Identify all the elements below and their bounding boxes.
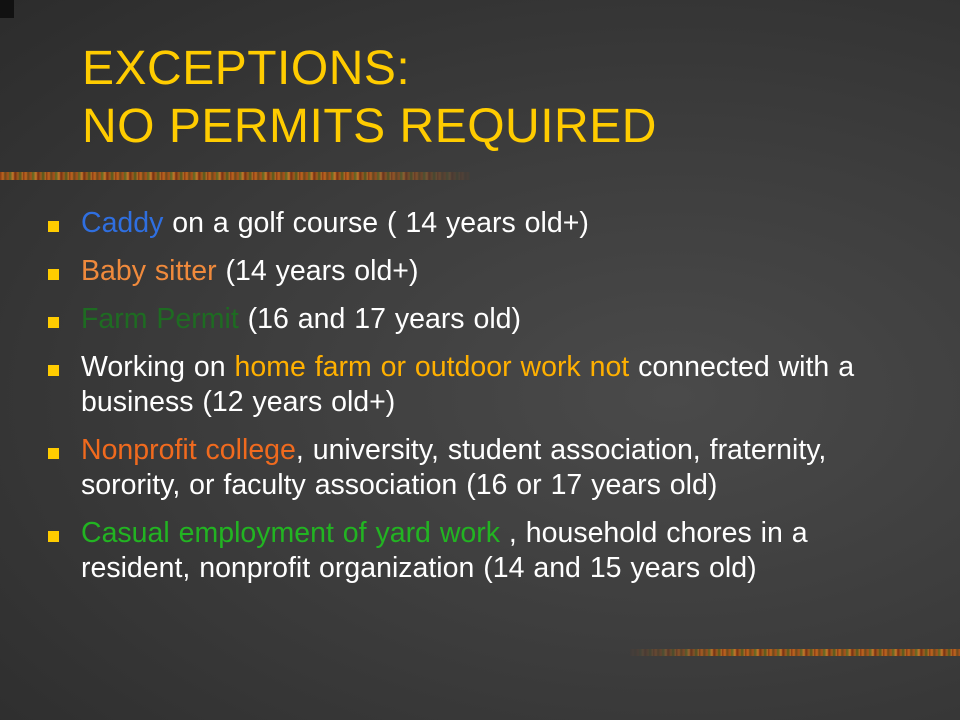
- list-item-baby-sitter: [48, 254, 868, 289]
- highlight-text: Baby sitter: [81, 255, 217, 287]
- highlight-text: Farm Permit: [81, 303, 239, 335]
- list-item-home-farm: [48, 350, 868, 420]
- body-text: (14 years old+): [216, 255, 419, 287]
- body-text: connected with a business (12 years old+): [81, 351, 855, 418]
- corner-mark: [0, 0, 14, 18]
- highlight-text: Casual employment of yard work: [81, 517, 501, 549]
- exceptions-list: [48, 206, 868, 599]
- slide-title: [82, 40, 657, 156]
- title-line-1: EXCEPTIONS:: [82, 42, 411, 95]
- list-item-caddy: [48, 206, 868, 241]
- decorative-stripe-bottom: [630, 649, 960, 656]
- body-text: (16 and 17 years old): [238, 303, 521, 335]
- highlight-text: home farm or outdoor work not: [234, 351, 630, 383]
- body-text-lead: Working on: [81, 351, 235, 383]
- body-text: , university, student association, fraternity, sorority, or faculty association (16 or 17 years old): [81, 434, 827, 501]
- list-item-casual-employment: [48, 516, 868, 586]
- decorative-stripe-top: [0, 172, 470, 180]
- highlight-text: Nonprofit college: [81, 434, 296, 466]
- list-item-farm-permit: [48, 302, 868, 337]
- title-line-2: NO PERMITS REQUIRED: [82, 100, 657, 153]
- highlight-text: Caddy: [81, 207, 164, 239]
- body-text: on a golf course ( 14 years old+): [163, 207, 589, 239]
- list-item-nonprofit: [48, 433, 868, 503]
- body-text: , household chores in a resident, nonprofit organization (14 and 15 years old): [81, 517, 808, 584]
